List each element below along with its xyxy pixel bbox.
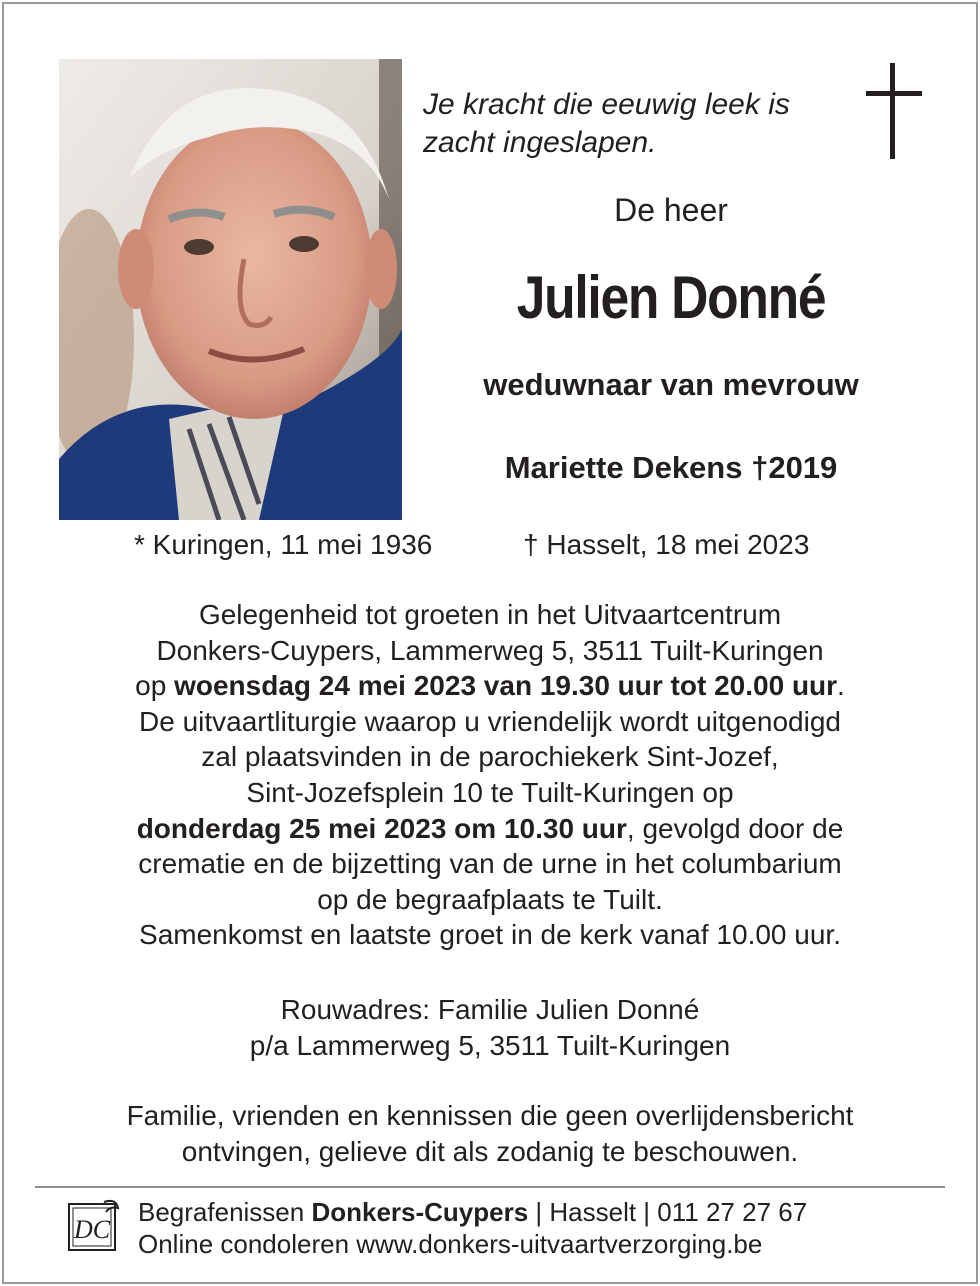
spouse-name: Mariette Dekens †2019 — [504, 450, 838, 485]
body-line: Donkers-Cuypers, Lammerweg 5, 3511 Tuilt-Kuringen — [156, 634, 824, 666]
phone-number: 011 27 27 67 — [657, 1197, 808, 1227]
website-link[interactable]: www.donkers-uitvaartverzorging.be — [356, 1229, 763, 1259]
honorific: De heer — [614, 192, 728, 228]
notice-text — [40, 1098, 940, 1169]
ceremony-details — [40, 597, 940, 953]
cross-icon — [866, 63, 922, 159]
footer-divider — [35, 1186, 945, 1188]
body-line: Samenkomst en laatste groet in de kerk vanaf 10.00 uur. — [139, 919, 841, 951]
address-line: Rouwadres: Familie Julien Donné — [280, 994, 700, 1025]
portrait-photo — [59, 59, 402, 520]
funeral-datetime: donderdag 25 mei 2023 om 10.30 uur — [136, 812, 627, 844]
mourning-address — [40, 992, 940, 1063]
body-line: zal plaatsvinden in de parochiekerk Sint-Jozef, — [201, 741, 779, 773]
footer-info — [138, 1196, 807, 1260]
death-info: † Hasselt, 18 mei 2023 — [523, 529, 810, 560]
birth-info: * Kuringen, 11 mei 1936 — [134, 529, 433, 560]
quote-line-1: Je kracht die eeuwig leek is — [423, 88, 790, 121]
body-line: Sint-Jozefsplein 10 te Tuilt-Kuringen op — [246, 776, 734, 808]
body-line: Gelegenheid tot groeten in het Uitvaartcentrum — [198, 599, 782, 630]
footer-line-2: Online condoleren www.donkers-uitvaartverzorging.be — [138, 1229, 763, 1259]
body-line: op woensdag 24 mei 2023 van 19.30 uur tot 20.00 uur. — [135, 670, 845, 702]
widower-line: weduwnaar van mevrouw — [483, 367, 859, 402]
funeral-home-logo — [66, 1198, 120, 1256]
address-line: p/a Lammerweg 5, 3511 Tuilt-Kuringen — [249, 1029, 731, 1061]
svg-text:DC: DC — [73, 1215, 111, 1244]
notice-line: ontvingen, gelieve dit als zodanig te beschouwen. — [181, 1135, 799, 1167]
footer-line-1: Begrafenissen Donkers-Cuypers | Hasselt | 011 27 27 67 — [138, 1197, 808, 1227]
body-line: De uitvaartliturgie waarop u vriendelijk wordt uitgenodigd — [139, 705, 841, 737]
viewing-datetime: woensdag 24 mei 2023 van 19.30 uur tot 20.00 uur — [174, 670, 838, 702]
deceased-name: Julien Donné — [516, 264, 826, 331]
company-name: Donkers-Cuypers — [311, 1197, 529, 1227]
quote-line-2: zacht ingeslapen. — [423, 126, 657, 159]
notice-line: Familie, vrienden en kennissen die geen overlijdensbericht — [126, 1100, 854, 1131]
body-line: donderdag 25 mei 2023 om 10.30 uur, gevolgd door de — [136, 812, 844, 844]
body-line: crematie en de bijzetting van de urne in het columbarium — [138, 848, 842, 880]
memorial-quote — [423, 86, 843, 162]
body-line: op de begraafplaats te Tuilt. — [317, 883, 663, 915]
